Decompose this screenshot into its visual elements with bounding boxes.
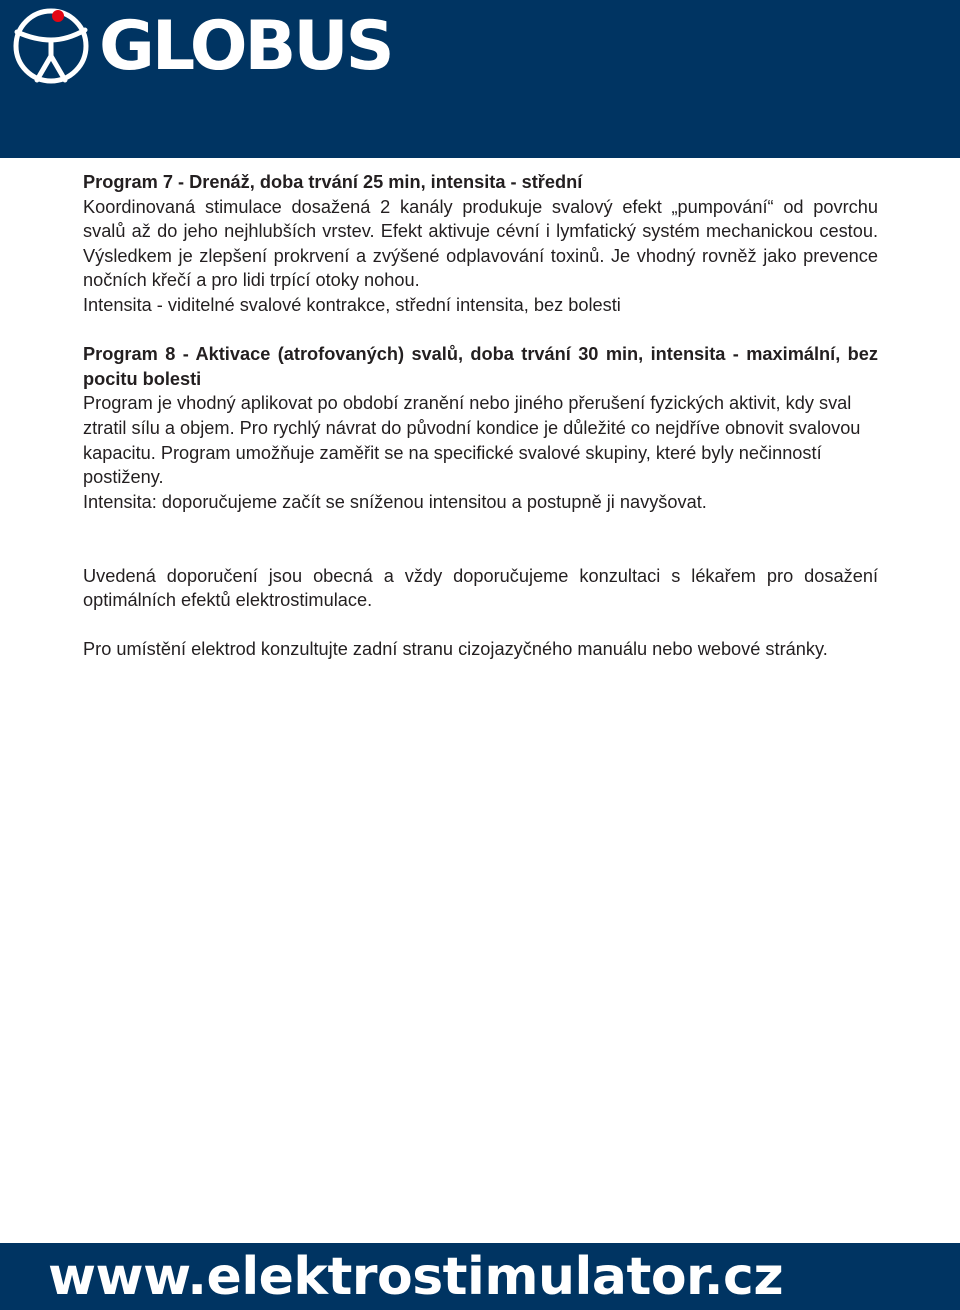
page-header [0, 0, 960, 158]
electrode-text: Pro umístění elektrod konzultujte zadní stranu cizojazyčného manuálu nebo webové stránky. [83, 639, 828, 660]
program-8-title: Program 8 - Aktivace (atrofovaných) svalů, doba trvání 30 min, intensita - maximální, bez pocitu bolesti [83, 344, 878, 389]
brand-logo-text: GLOBUS [99, 7, 392, 86]
program-7-intensity: Intensita - viditelné svalové kontrakce, střední intensita, bez bolesti [83, 294, 621, 315]
recommendation-text: Uvedená doporučení jsou obecná a vždy doporučujeme konzultaci s lékařem pro dosažení optimálních efektů elektrostimulace. [83, 565, 878, 611]
website-url: www.elektrostimulator.cz [48, 1247, 784, 1307]
program-8-intensity: Intensita: doporučujeme začít se sníženou intensitou a postupně ji navyšovat. [83, 491, 707, 512]
program-8-description: Program je vhodný aplikovat po období zranění nebo jiného přerušení fyzických aktivit, kdy sval ztratil sílu a objem. Pro rychlý návrat do původní kondice je důležité co nejdříve obnovit svalovou kapacitu. Program umožňuje zaměřit se na specifické svalové skupiny, které byly nečinností postiženy. [83, 393, 861, 488]
page-footer [0, 1243, 960, 1310]
program-8-section [83, 342, 878, 514]
program-7-section [83, 170, 878, 318]
program-7-title: Program 7 - Drenáž, doba trvání 25 min, intensita - střední [83, 172, 583, 192]
electrode-note [83, 637, 878, 662]
recommendation-note [83, 564, 878, 613]
globus-logo-icon [11, 6, 91, 86]
document-body [83, 170, 878, 662]
program-7-description: Koordinovaná stimulace dosažená 2 kanály produkuje svalový efekt „pumpování“ od povrchu svalů až do jeho nejhlubších vrstev. Efekt aktivuje cévní i lymfatický systém mechanickou cestou. Výsledkem je zlepšení prokrvení a zvýšené odplavování toxinů. Je vhodný rovněž jako prevence nočních křečí a pro lidi trpící otoky nohou. [83, 196, 878, 291]
